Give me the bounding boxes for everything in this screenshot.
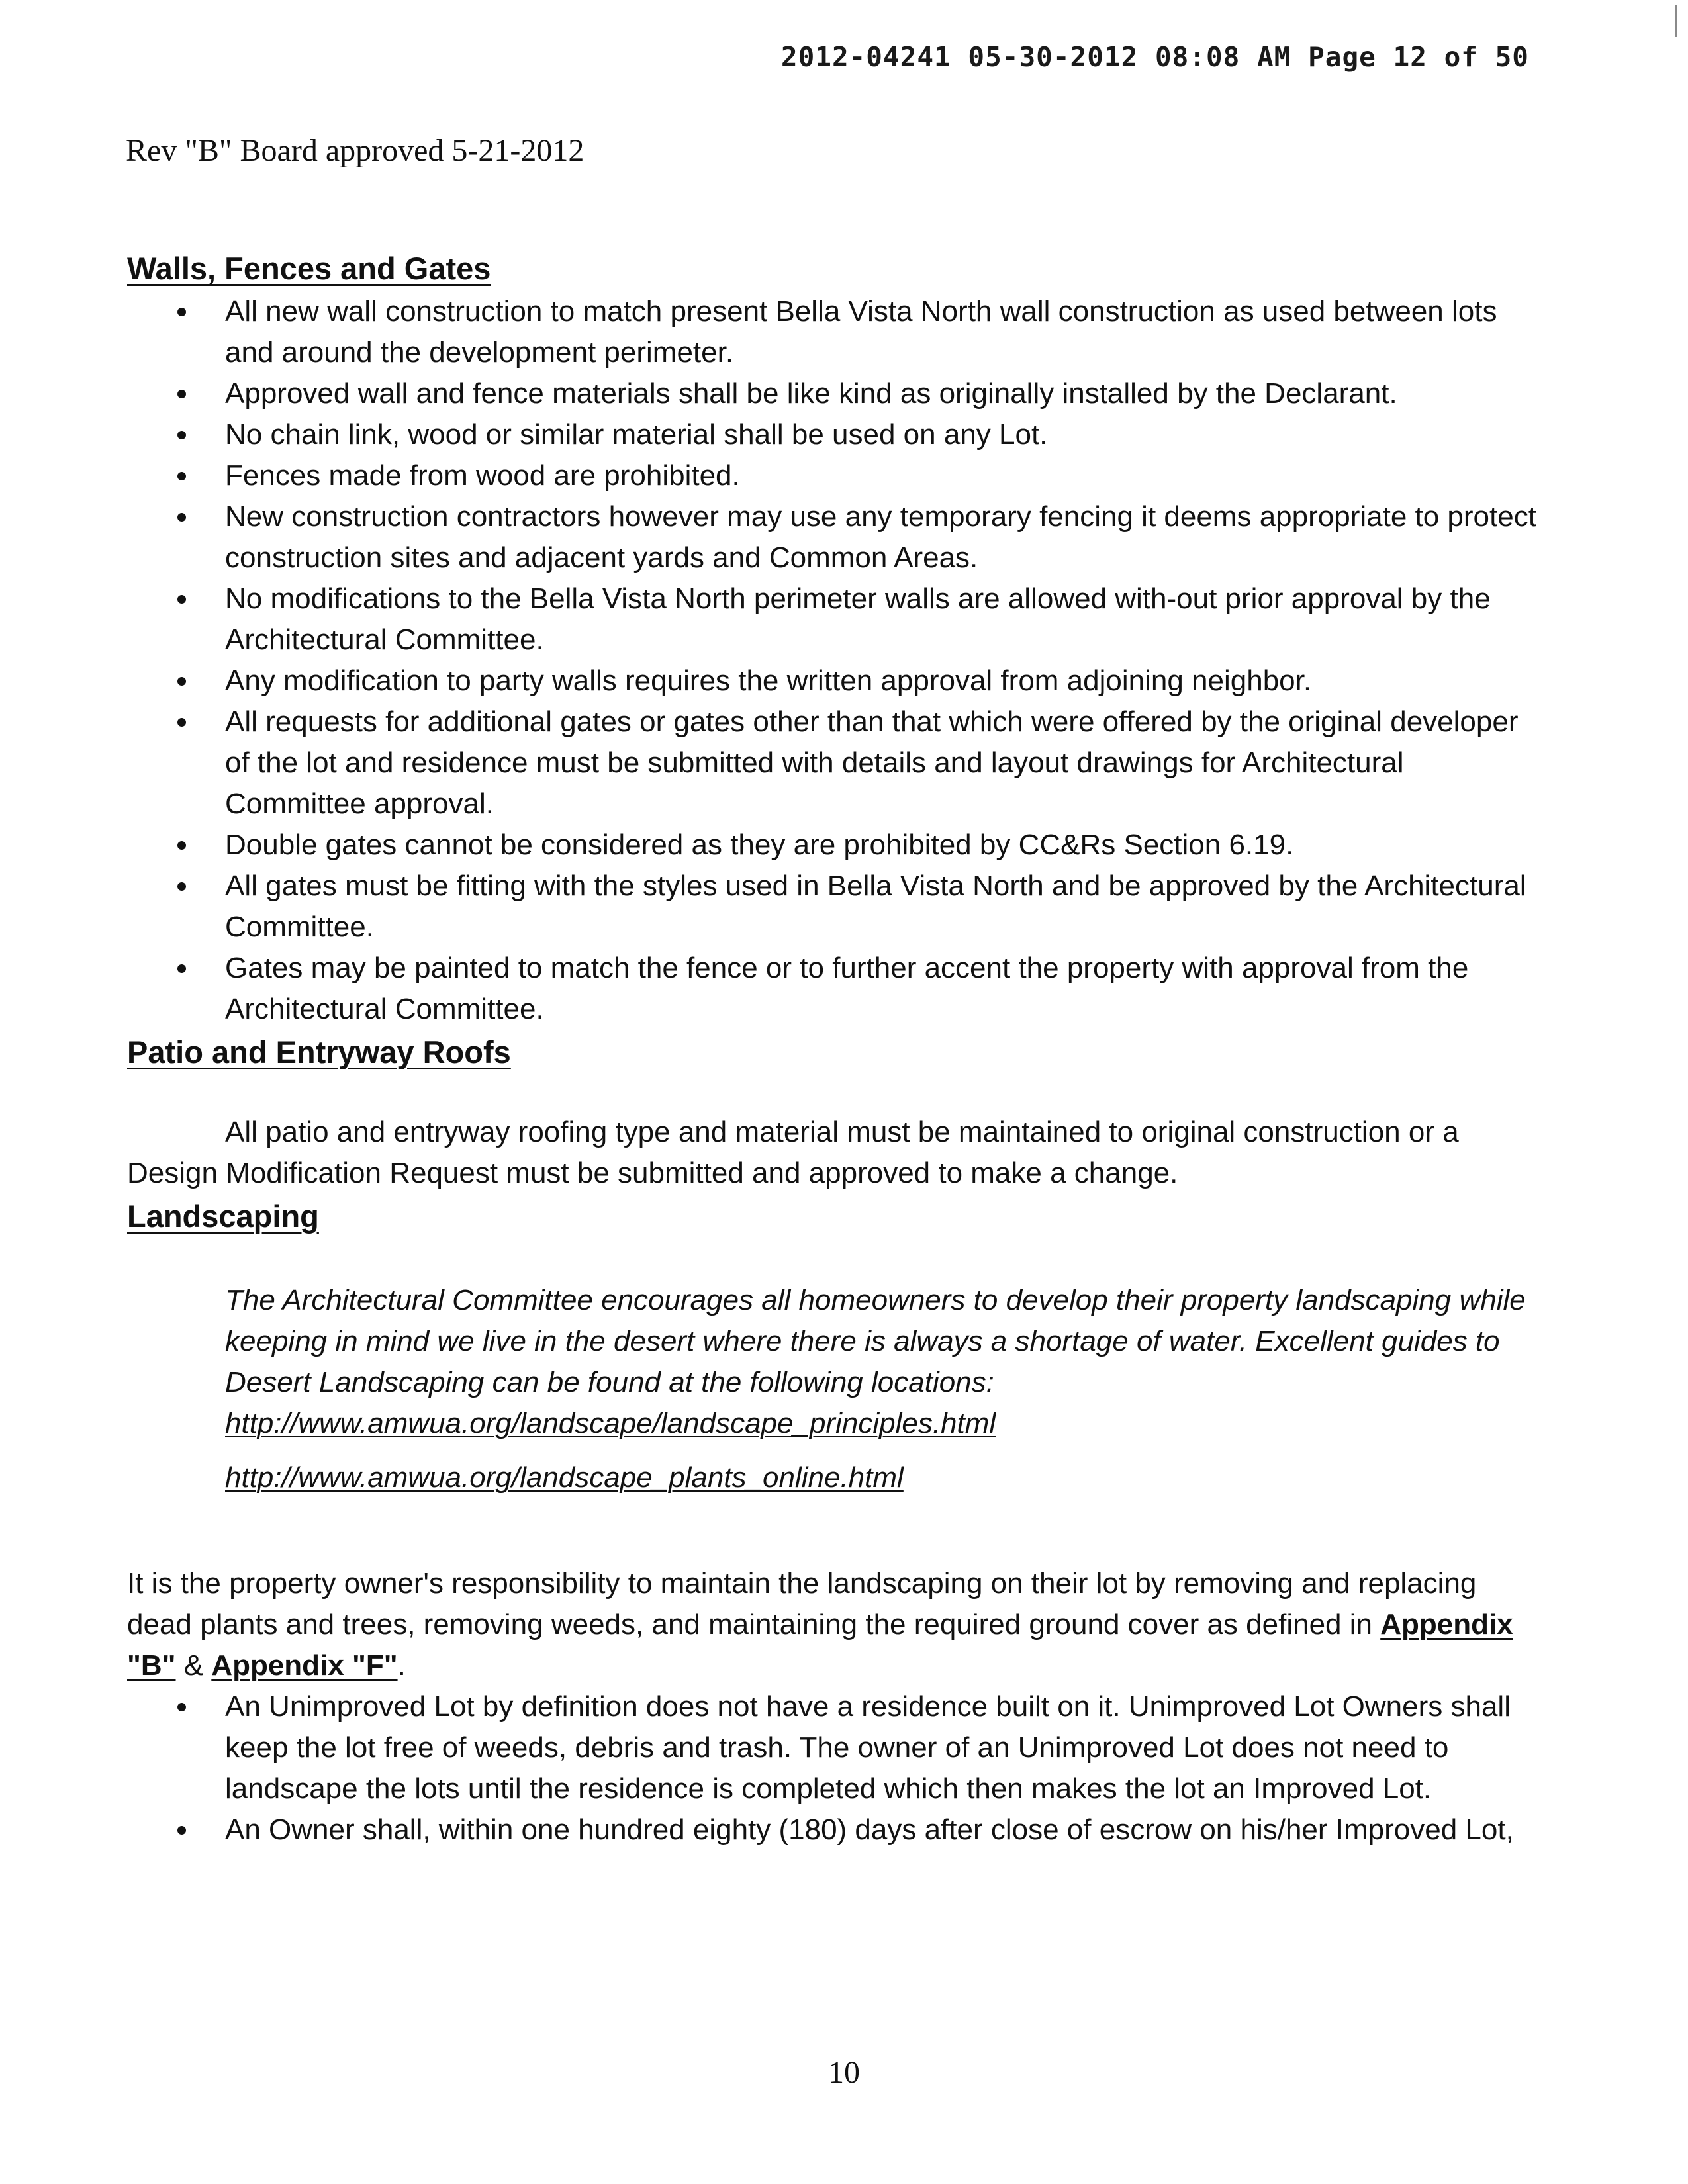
appendix-b-link[interactable]: Appendix "B" [127, 1608, 1513, 1682]
list-item: New construction contractors however may use any temporary fencing it deems appropriate to protect construction sites and adjacent yards and Common Areas. [127, 496, 1544, 578]
landscape-plants-link[interactable]: http://www.amwua.org/landscape_plants_online.html [225, 1461, 904, 1494]
list-item: An Owner shall, within one hundred eighty (180) days after close of escrow on his/her Improved Lot, [127, 1809, 1544, 1850]
revision-line: Rev "B" Board approved 5-21-2012 [126, 133, 585, 168]
list-item: Approved wall and fence materials shall be like kind as originally installed by the Declarant. [127, 373, 1544, 414]
list-item: Double gates cannot be considered as they are prohibited by CC&Rs Section 6.19. [127, 825, 1544, 866]
list-item: Any modification to party walls requires the written approval from adjoining neighbor. [127, 660, 1544, 702]
ampersand-text: & [175, 1649, 212, 1682]
appendix-f-link[interactable]: Appendix "F" [211, 1649, 398, 1682]
list-item: All new wall construction to match present Bella Vista North wall construction as used between lots and around the development perimeter. [127, 291, 1544, 373]
list-item: All requests for additional gates or gates other than that which were offered by the original developer of the lot and residence must be submitted with details and layout drawings for Architectural Committee approval. [127, 702, 1544, 825]
list-item: No chain link, wood or similar material shall be used on any Lot. [127, 414, 1544, 455]
landscaping-intro [225, 1280, 1544, 1498]
walls-fences-gates-list [127, 291, 1544, 1030]
list-item: Fences made from wood are prohibited. [127, 455, 1544, 496]
list-item: All gates must be fitting with the styles used in Bella Vista North and be approved by the Architectural Committee. [127, 866, 1544, 948]
list-item: No modifications to the Bella Vista North perimeter walls are allowed with-out prior approval by the Architectural Committee. [127, 578, 1544, 660]
walls-fences-gates-heading: Walls, Fences and Gates [127, 251, 491, 286]
recording-stamp: 2012-04241 05-30-2012 08:08 AM Page 12 of 50 [780, 41, 1529, 73]
page-edge-mark [1675, 5, 1677, 37]
document-body [127, 246, 1544, 1850]
list-item: Gates may be painted to match the fence or to further accent the property with approval from the Architectural Committee. [127, 948, 1544, 1030]
landscaping-intro-text: The Architectural Committee encourages all homeowners to develop their property landscaping while keeping in mind we live in the desert where there is always a shortage of water. Excellent guides to Desert Landscaping can be found at the following locations: [225, 1284, 1526, 1398]
patio-paragraph: All patio and entryway roofing type and material must be maintained to original construction or a Design Modification Request must be submitted and approved to make a change. [127, 1116, 1459, 1189]
landscape-principles-link[interactable]: http://www.amwua.org/landscape/landscape_principles.html [225, 1407, 996, 1439]
landscaping-heading: Landscaping [127, 1199, 319, 1234]
list-item: An Unimproved Lot by definition does not have a residence built on it. Unimproved Lot Owners shall keep the lot free of weeds, debris and trash. The owner of an Unimproved Lot does not need to landscape the lots until the residence is completed which then makes the lot an Improved Lot. [127, 1686, 1544, 1809]
owner-paragraph-end: . [397, 1649, 406, 1682]
patio-entryway-roofs-heading: Patio and Entryway Roofs [127, 1034, 511, 1069]
owner-responsibility-paragraph [127, 1563, 1544, 1686]
owner-paragraph-start: It is the property owner's responsibility to maintain the landscaping on their lot by removing and replacing dead plants and trees, removing weeds, and maintaining the required ground cover as defined in [127, 1567, 1477, 1641]
page-number: 10 [828, 2055, 860, 2090]
landscaping-list [127, 1686, 1544, 1850]
